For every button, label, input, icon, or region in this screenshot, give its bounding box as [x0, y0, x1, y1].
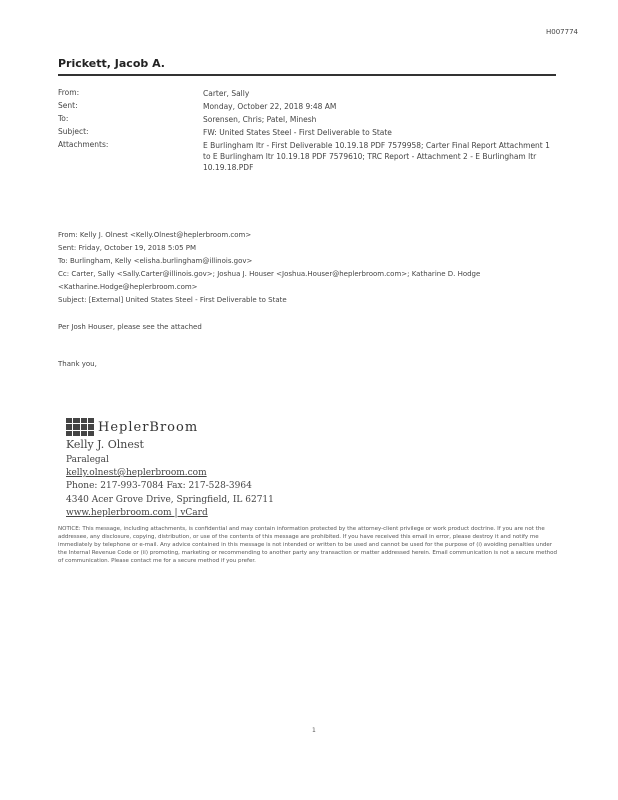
- forwarded-to: To: Burlingham, Kelly <elisha.burlingham@illinois.gov>: [58, 257, 253, 265]
- message-closing: Thank you,: [58, 360, 97, 368]
- sender-name: Prickett, Jacob A.: [58, 57, 165, 70]
- confidentiality-notice: NOTICE: This message, including attachments, is confidential and may contain information protected by the attorney-client privilege or work product doctrine. If you are not the addressee, any disclosure, copying, distribution, or use of the contents of this message are prohibited. If you have received this email in error, please destroy it and notify me immediately by telephone or e-mail. Any advice contained in this message is not intended or written to be used and cannot be used for the purpose of (i) avoiding penalties under the Internal Revenue Code or (ii) promoting, marketing or recommending to another party any transaction or matter addressed herein. Email communication is not a secure method of communication. Please contact me for a secure method if you prefer.: [58, 526, 557, 564]
- bates-number: H007774: [546, 28, 578, 36]
- header-attachments-label: Attachments:: [58, 140, 109, 149]
- firm-logo-icon: [66, 418, 94, 436]
- header-sent-value: Monday, October 22, 2018 9:48 AM: [203, 102, 337, 111]
- signature-email-link[interactable]: kelly.olnest@heplerbroom.com: [66, 468, 207, 478]
- header-from-value: Carter, Sally: [203, 89, 250, 98]
- forwarded-subject: Subject: [External] United States Steel - First Deliverable to State: [58, 296, 287, 304]
- header-to-label: To:: [58, 114, 69, 123]
- header-rule: [58, 74, 556, 76]
- forwarded-sent: Sent: Friday, October 19, 2018 5:05 PM: [58, 244, 197, 252]
- firm-logo: [66, 418, 198, 436]
- header-to-value: Sorensen, Chris; Patel, Minesh: [203, 115, 317, 124]
- signature-website-link[interactable]: www.heplerbroom.com | vCard: [66, 508, 208, 518]
- signature-title: Paralegal: [66, 455, 109, 465]
- header-subject-label: Subject:: [58, 127, 89, 136]
- forwarded-from: From: Kelly J. Olnest <Kelly.Olnest@heplerbroom.com>: [58, 231, 252, 239]
- firm-logo-text: HeplerBroom: [98, 419, 199, 435]
- signature-name: Kelly J. Olnest: [66, 438, 144, 451]
- signature-phone: Phone: 217-993-7084 Fax: 217-528-3964: [66, 481, 252, 491]
- forwarded-cc: Cc: Carter, Sally <Sally.Carter@illinois.gov>; Joshua J. Houser <Joshua.Houser@heplerbroom.com>; Katharine D. Hodge: [58, 270, 481, 278]
- page-number: 1: [312, 727, 316, 734]
- header-sent-label: Sent:: [58, 101, 78, 110]
- signature-address: 4340 Acer Grove Drive, Springfield, IL 62711: [66, 495, 274, 505]
- forwarded-cc-continued: <Katharine.Hodge@heplerbroom.com>: [58, 283, 198, 291]
- header-from-label: From:: [58, 88, 80, 97]
- header-subject-value: FW: United States Steel - First Deliverable to State: [203, 128, 392, 137]
- message-body: Per Josh Houser, please see the attached: [58, 323, 202, 331]
- header-attachments-value: E Burlingham Itr - First Deliverable 10.19.18 PDF 7579958; Carter Final Report Attachment 1 to E Burlingham ltr 10.19.18 PDF 7579610; TRC Report - Attachment 2 - E Burlingham ltr 10.19.18.PDF: [203, 141, 550, 172]
